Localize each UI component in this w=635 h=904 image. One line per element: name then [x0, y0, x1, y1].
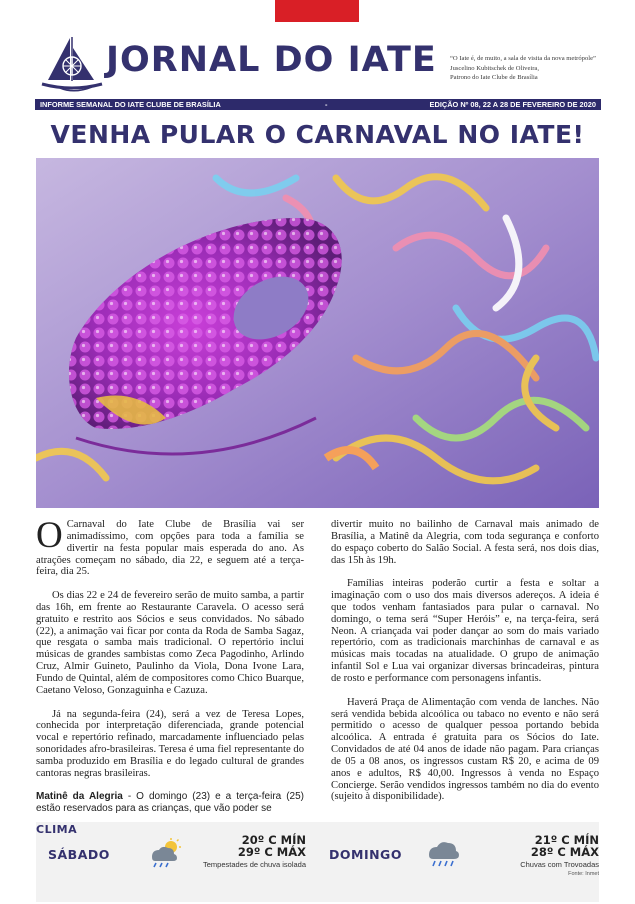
weather-day-sunday: DOMINGO — [329, 847, 402, 862]
article-paragraph: Famílias inteiras poderão curtir a festa e soltar a imaginação com o uso dos mais diversos adereços. A ideia é que todos venham fantasiados para pular o carnaval. No domingo, o tema será “Super Heróis” e, na terça-feira, será Neon. A criançada vai poder dançar ao som do mais variado repertório, com as tradicionais marchinhas de carnaval e as músicas mais tocadas na atualidade. O grupo de animação infantil Sol e Lua vai organizar diversas brincadeiras, pintura de rosto e performance com personagens infantis. — [331, 578, 599, 684]
banner-separator: - — [325, 100, 328, 109]
article-column-1 — [36, 515, 304, 827]
paragraph-text: Carnaval do Iate Clube de Brasília vai ser animadíssimo, com opções para toda a família se divertir na festa popular mais esperada do ano. As atrações começam no sábado, dia 22, e seguem até a terça-feira, dia 25. — [36, 519, 304, 578]
banner-edition: EDIÇÃO Nº 08, 22 A 28 DE FEVEREIRO DE 2020 — [429, 100, 596, 109]
sunday-temperatures — [531, 834, 599, 858]
saturday-condition: Tempestades de chuva isolada — [203, 860, 306, 869]
article-paragraph: Haverá Praça de Alimentação com venda de lanches. Não será vendida bebida alcoólica ou tabaco no evento e não será permitido o acesso de qualquer pessoa portando bebida alcoólica. A entrada é gratuita para os Sócios do Iate. Convidados de até 04 anos de idade não pagam. Para crianças de 05 a 08 anos, os ingressos custam R$ 20, e acima de 09 anos e adultos, R$ 40,00. Ingressos à venda no Espaço Concierge. Serão vendidos ingressos também no dia do evento (sujeito à disponibilidade). — [331, 696, 599, 803]
drop-cap: O — [36, 515, 63, 556]
saturday-max-temp: 29º C MÁX — [237, 845, 306, 859]
article-paragraph: Os dias 22 e 24 de fevereiro serão de muito samba, a partir das 16h, em frente ao Restaurante Caravela. O acesso será gratuito e restrito aos Sócios e seus convidados. No sábado (22), a animação vai ficar por conta da Roda de Samba Sagaz, que resgata o samba mais tradicional. O repertório inclui músicas de grandes sambistas como Zeca Pagodinho, Arlindo Cruz, Almir Guineto, Paulinho da Viola, Dona Ivone Lara, Fundo de Quintal, além de compositores como Chico Buarque, Caetano Veloso, Gonzaguinha e Cazuza. — [36, 590, 304, 696]
newspaper-title: JORNAL DO IATE — [106, 40, 437, 80]
masthead-quote — [450, 54, 620, 83]
weather-source: Fonte: Inmet — [568, 871, 599, 877]
quote-text: “O Iate é, de muito, a sala de visita da nova metrópole” — [450, 55, 596, 62]
carnival-mask-photo — [36, 158, 599, 508]
quote-author-title: Patrono do Iate Clube de Brasília — [450, 74, 538, 82]
article-column-2 — [331, 519, 599, 815]
cloud-rain-icon — [426, 838, 460, 873]
headline: VENHA PULAR O CARNAVAL NO IATE! — [50, 120, 585, 149]
sunday-max-temp: 28º C MÁX — [530, 845, 599, 859]
masthead — [36, 34, 606, 94]
sunday-min-temp: 21º C MÍN — [534, 833, 599, 847]
saturday-min-temp: 20º C MÍN — [241, 833, 306, 847]
subheading: Matinê da Alegria — [36, 791, 123, 803]
sailboat-logo-icon — [36, 34, 106, 94]
weather-bar — [36, 822, 599, 902]
cloud-sun-rain-icon — [148, 838, 182, 873]
weather-day-saturday: SÁBADO — [48, 847, 110, 862]
banner-publication: INFORME SEMANAL DO IATE CLUBE DE BRASÍLIA — [40, 100, 221, 109]
top-red-tab — [275, 0, 359, 22]
weather-label: CLIMA — [36, 823, 78, 836]
paragraph-text: - O domingo (23) e a terça-feira (25) estão reservados para as crianças, que vão poder se — [36, 791, 304, 815]
edition-banner — [35, 99, 601, 110]
article-paragraph — [36, 791, 304, 815]
article-paragraph: divertir muito no bailinho de Carnaval mais animado de Brasília, a Matinê da Alegria, com toda segurança e conforto do espaço coberto do Salão Social. A festa será, nos dois dias, das 15h às 19h. — [331, 519, 599, 566]
article-paragraph: Já na segunda-feira (24), será a vez de Teresa Lopes, conhecida por interpretação diferenciada, grande potencial vocal e repertório refinado, marcadamente influenciado pelas sonoridades afro-brasileiras. Teresa é uma fiel representante do samba produzido em Brasília e do legado cultural de grandes cantoras negras brasileiras. — [36, 708, 304, 779]
saturday-temperatures — [238, 834, 306, 858]
article-paragraph — [36, 515, 304, 578]
sunday-condition: Chuvas com Trovoadas — [520, 860, 599, 869]
quote-author: Juscelino Kubitschek de Oliveira, — [450, 64, 539, 72]
